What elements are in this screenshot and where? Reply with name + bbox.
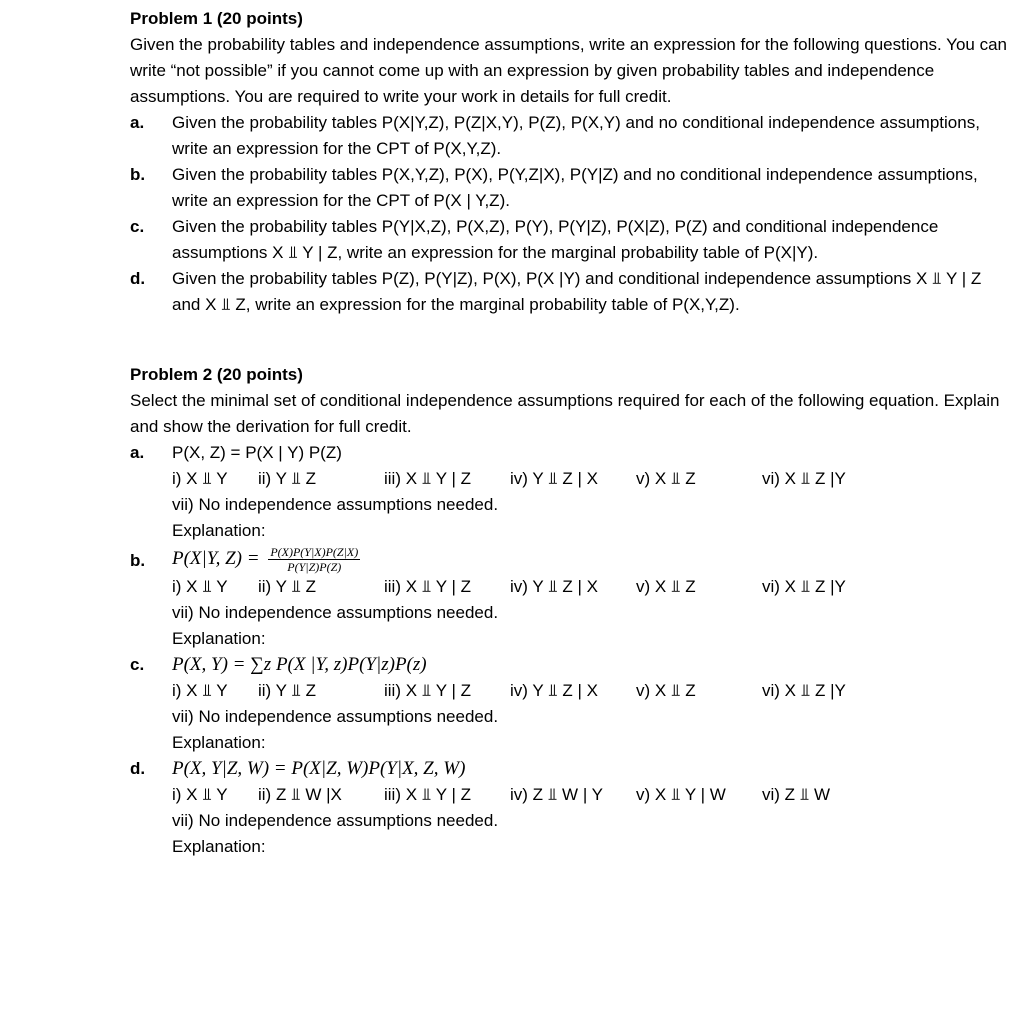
option-i: i) X ⫫ Y [172, 681, 228, 700]
option-vii: vii) No independence assumptions needed. [172, 811, 499, 830]
option-vii: vii) No independence assumptions needed. [172, 495, 499, 514]
option-iv: iv) Z ⫫ W | Y [510, 785, 603, 804]
options-row [172, 466, 1010, 492]
option-iv: iv) Y ⫫ Z | X [510, 469, 598, 488]
option-i: i) X ⫫ Y [172, 577, 228, 596]
option-v: v) X ⫫ Y | W [636, 785, 726, 804]
item-label: a. [130, 113, 145, 132]
problem-1-title: Problem 1 (20 points) [130, 9, 303, 28]
explanation-label: Explanation: [172, 733, 266, 752]
explanation-label: Explanation: [172, 521, 266, 540]
problem-1-item-a [130, 110, 1010, 162]
item-label: c. [130, 655, 145, 674]
option-v: v) X ⫫ Z [636, 469, 696, 488]
option-iii: iii) X ⫫ Y | Z [384, 681, 472, 700]
fraction-numerator: P(X)P(Y|X)P(Z|X) [270, 545, 359, 560]
option-iii: iii) X ⫫ Y | Z [384, 785, 472, 804]
problem-2-title: Problem 2 (20 points) [130, 365, 303, 384]
option-iv: iv) Y ⫫ Z | X [510, 681, 598, 700]
option-vi: vi) Z ⫫ W [762, 785, 831, 804]
option-iv: iv) Y ⫫ Z | X [510, 577, 598, 596]
option-vii: vii) No independence assumptions needed. [172, 707, 499, 726]
option-iii: iii) X ⫫ Y | Z [384, 469, 472, 488]
equation [172, 544, 1010, 574]
item-label: d. [130, 269, 146, 288]
options-row [172, 782, 1010, 808]
item-text: Given the probability tables P(Y|X,Z), P(X,Z), P(Y), P(Y|Z), P(X|Z), P(Z) and conditional independence assumptions X ⫫ Y | Z, write an expression for the marginal probability table of P(X|Y). [172, 217, 939, 262]
equation: P(X, Y) = ∑z P(X |Y, z)P(Y|z)P(z) [172, 654, 427, 675]
item-text: Given the probability tables P(X,Y,Z), P(X), P(Y,Z|X), P(Y|Z) and no conditional independence assumptions, write an expression for the CPT of P(X | Y,Z). [172, 165, 978, 210]
item-text: Given the probability tables P(Z), P(Y|Z), P(X), P(X |Y) and conditional independence assumptions X ⫫ Y | Z and X ⫫ Z, write an expression for the marginal probability table of P(X,Y,Z). [172, 269, 982, 314]
problem-2-item-c [130, 652, 1010, 756]
options-row [172, 678, 1010, 704]
fraction-denominator: P(Y|Z)P(Z) [287, 560, 342, 575]
equation-fraction [268, 545, 360, 574]
item-label: b. [130, 551, 146, 570]
option-v: v) X ⫫ Z [636, 681, 696, 700]
item-text: Given the probability tables P(X|Y,Z), P(Z|X,Y), P(Z), P(X,Y) and no conditional independence assumptions, write an expression for the CPT of P(X,Y,Z). [172, 113, 980, 158]
options-row [172, 574, 1010, 600]
option-vi: vi) X ⫫ Z |Y [762, 681, 846, 700]
option-ii: ii) Z ⫫ W |X [258, 785, 342, 804]
document-page [130, 6, 1010, 860]
option-vi: vi) X ⫫ Z |Y [762, 577, 846, 596]
problem-1-item-d [130, 266, 1010, 318]
item-label: a. [130, 443, 145, 462]
option-ii: ii) Y ⫫ Z [258, 681, 317, 700]
option-i: i) X ⫫ Y [172, 469, 228, 488]
option-i: i) X ⫫ Y [172, 785, 228, 804]
problem-1-item-c [130, 214, 1010, 266]
option-v: v) X ⫫ Z [636, 577, 696, 596]
option-iii: iii) X ⫫ Y | Z [384, 577, 472, 596]
equation-left: P(X|Y, Z) = [172, 548, 265, 569]
option-ii: ii) Y ⫫ Z [258, 577, 317, 596]
option-ii: ii) Y ⫫ Z [258, 469, 317, 488]
explanation-label: Explanation: [172, 629, 266, 648]
problem-1-intro: Given the probability tables and independence assumptions, write an expression for the following questions. You can write “not possible” if you cannot come up with an expression by given probability tables and independence assumptions. You are required to write your work in details for full credit. [130, 35, 1008, 106]
item-label: b. [130, 165, 146, 184]
equation: P(X, Y|Z, W) = P(X|Z, W)P(Y|X, Z, W) [172, 758, 466, 779]
option-vii: vii) No independence assumptions needed. [172, 603, 499, 622]
problem-2-item-a [130, 440, 1010, 544]
problem-2-intro: Select the minimal set of conditional independence assumptions required for each of the following equation. Explain and show the derivation for full credit. [130, 391, 1000, 436]
problem-2-item-d [130, 756, 1010, 860]
item-label: d. [130, 759, 146, 778]
problem-1-item-b [130, 162, 1010, 214]
option-vi: vi) X ⫫ Z |Y [762, 469, 846, 488]
item-label: c. [130, 217, 145, 236]
explanation-label: Explanation: [172, 837, 266, 856]
problem-2-item-b [130, 544, 1010, 652]
equation: P(X, Z) = P(X | Y) P(Z) [172, 443, 342, 462]
